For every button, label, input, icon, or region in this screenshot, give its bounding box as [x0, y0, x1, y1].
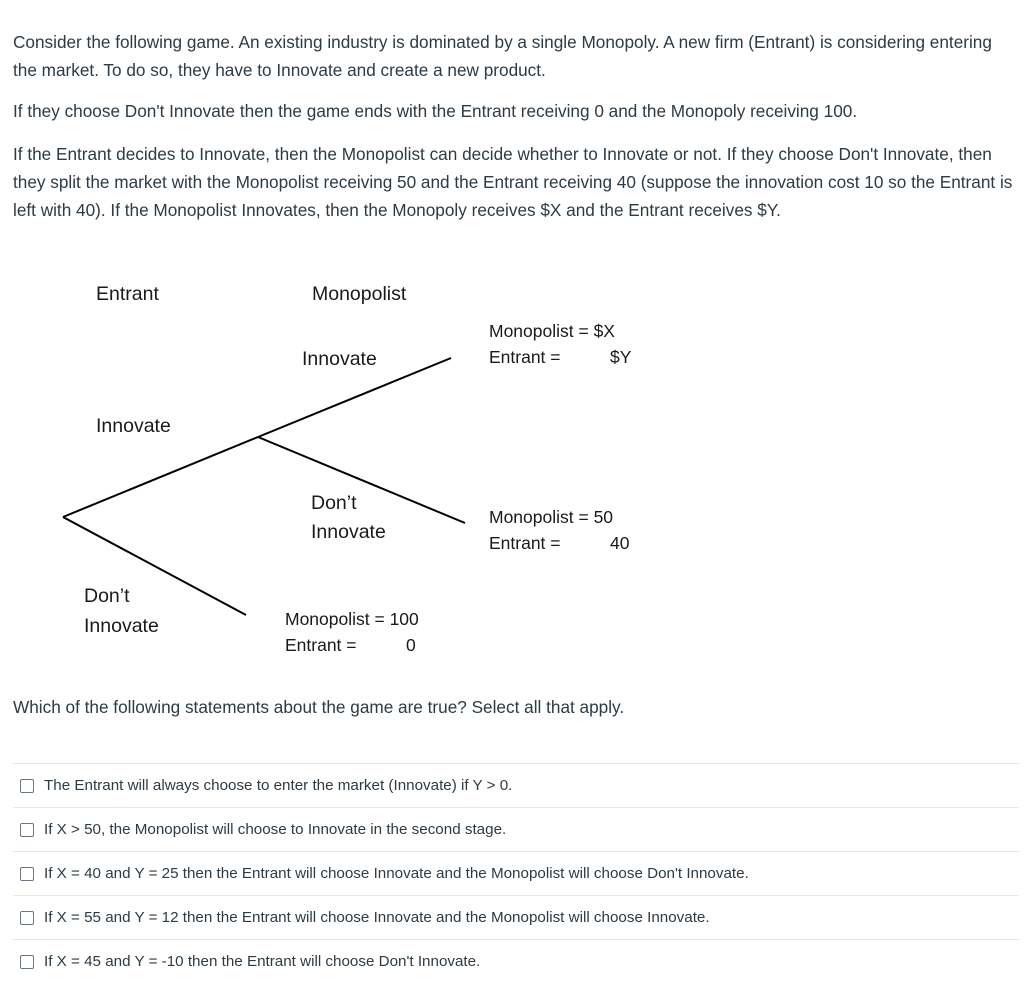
branch-entrant-innovate	[63, 437, 258, 517]
option-5-label: If X = 45 and Y = -10 then the Entrant will choose Don't Innovate.	[44, 953, 481, 970]
payoff-top-entrant-label: Entrant =	[489, 347, 561, 367]
option-1-label: The Entrant will always choose to enter the market (Innovate) if Y > 0.	[44, 777, 513, 794]
monopolist-dont-label-line1: Don’t	[311, 492, 357, 514]
payoff-top	[489, 318, 649, 370]
option-4-checkbox[interactable]	[20, 911, 34, 925]
option-4[interactable]	[13, 895, 1019, 939]
payoff-bot-entrant-value: 0	[406, 635, 416, 655]
payoff-mid-line1: Monopolist = 50	[489, 507, 614, 527]
option-5[interactable]	[13, 939, 1019, 983]
payoff-top-entrant-value: $Y	[610, 347, 632, 367]
option-1[interactable]	[13, 763, 1019, 807]
monopolist-innovate-label: Innovate	[302, 348, 377, 370]
option-1-checkbox[interactable]	[20, 779, 34, 793]
payoff-middle	[489, 504, 649, 556]
option-5-checkbox[interactable]	[20, 955, 34, 969]
payoff-bottom	[285, 606, 455, 658]
option-2-label: If X > 50, the Monopolist will choose to Innovate in the second stage.	[44, 821, 507, 838]
option-2-checkbox[interactable]	[20, 823, 34, 837]
intro-paragraph-1: Consider the following game. An existing industry is dominated by a single Monopoly. A new firm (Entrant) is considering entering the market. To do so, they have to Innovate and create a new product.	[13, 32, 992, 80]
monopolist-dont-label-line2: Innovate	[311, 521, 386, 543]
entrant-dont-label-line1: Don’t	[84, 585, 130, 607]
intro-paragraph-3: If the Entrant decides to Innovate, then the Monopolist can decide whether to Innovate or not. If they choose Don't Innovate, then they split the market with the Monopolist receiving 50 and the Entrant receiving 40 (suppose the innovation cost 10 so the Entrant is left with 40). If the Monopolist Innovates, then the Monopoly receives $X and the Entrant receives $Y.	[13, 144, 1013, 220]
payoff-bot-entrant-label: Entrant =	[285, 635, 357, 655]
entrant-header: Entrant	[96, 283, 159, 305]
payoff-bot-line1: Monopolist = 100	[285, 609, 419, 629]
question-prompt: Which of the following statements about the game are true? Select all that apply.	[13, 697, 625, 717]
option-2[interactable]	[13, 807, 1019, 851]
option-3[interactable]	[13, 851, 1019, 895]
answer-options	[13, 763, 1019, 983]
entrant-dont-label-line2: Innovate	[84, 615, 159, 637]
payoff-mid-entrant-value: 40	[610, 533, 630, 553]
option-4-label: If X = 55 and Y = 12 then the Entrant will choose Innovate and the Monopolist will choose Innovate.	[44, 909, 710, 926]
option-3-checkbox[interactable]	[20, 867, 34, 881]
entrant-innovate-label: Innovate	[96, 415, 171, 437]
payoff-mid-entrant-label: Entrant =	[489, 533, 561, 553]
option-3-label: If X = 40 and Y = 25 then the Entrant will choose Innovate and the Monopolist will choose Don't Innovate.	[44, 865, 749, 882]
payoff-top-line1: Monopolist = $X	[489, 321, 615, 341]
monopolist-header: Monopolist	[312, 283, 407, 305]
intro-paragraph-2: If they choose Don't Innovate then the game ends with the Entrant receiving 0 and the Monopoly receiving 100.	[13, 101, 858, 121]
branch-monopolist-dont-innovate	[258, 437, 465, 523]
